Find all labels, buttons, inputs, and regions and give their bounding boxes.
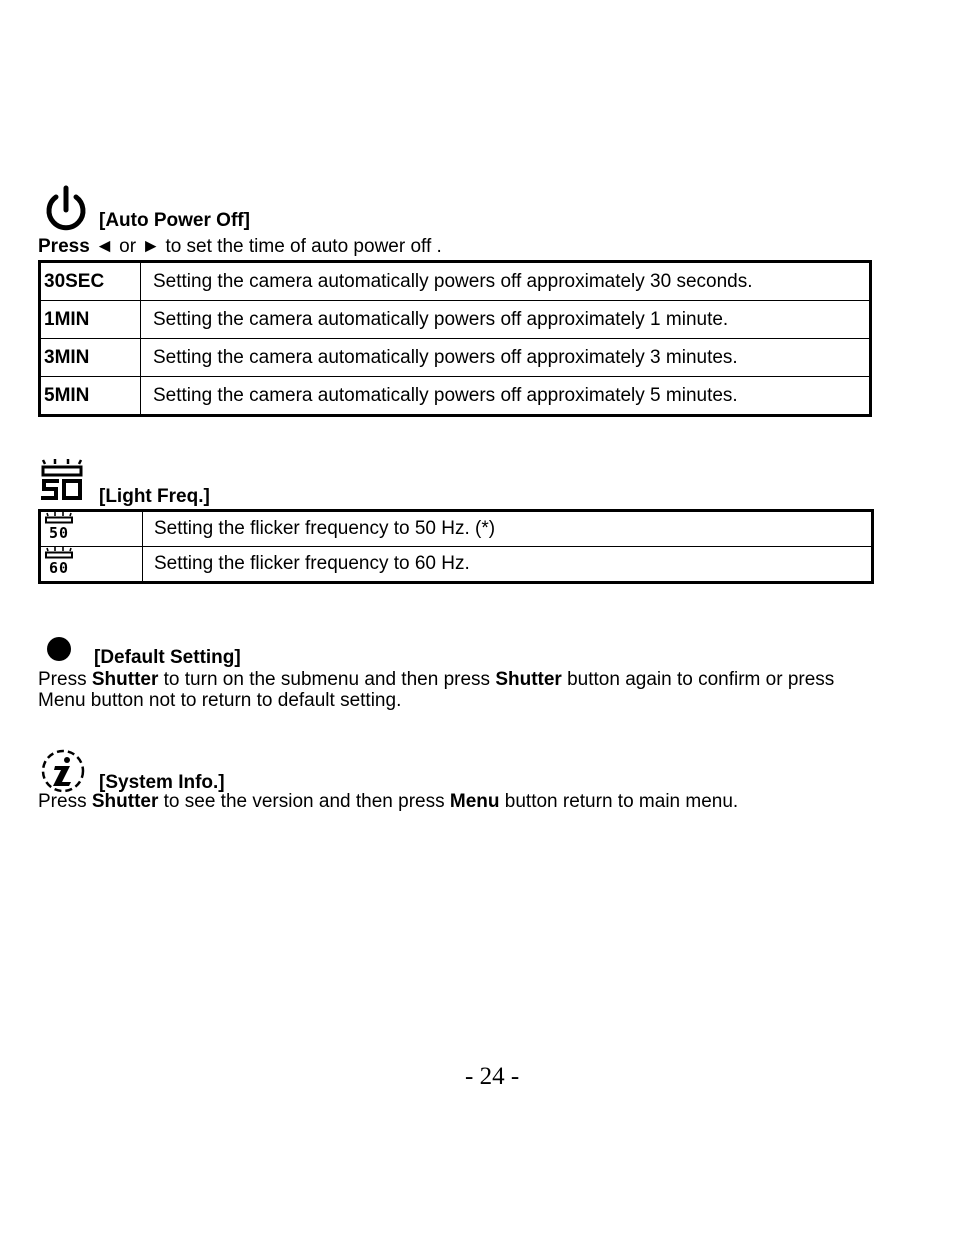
text-segment: to see the version and then press [163, 791, 445, 812]
shutter-keyword: Shutter [495, 669, 562, 690]
left-arrow-icon: ◄ [95, 236, 114, 257]
default-setting-heading: [Default Setting] [94, 647, 241, 668]
flicker-60hz-icon-text: 60 [48, 559, 70, 575]
instruction-rest: to set the time of auto power off . [165, 236, 442, 257]
flicker-60hz-icon [44, 547, 74, 581]
text-segment: Press [38, 669, 87, 690]
shutter-keyword: Shutter [91, 791, 159, 812]
option-description: Setting the camera automatically powers off approximately 5 minutes. [141, 377, 871, 416]
table-row [40, 262, 871, 301]
text-segment: button return to main menu. [504, 791, 739, 812]
auto-power-off-heading: [Auto Power Off] [99, 210, 250, 231]
option-key: 30SEC [40, 262, 141, 301]
right-arrow-icon: ► [141, 236, 161, 257]
press-word: Press [38, 236, 90, 257]
text-segment: button again to confirm or press [567, 669, 835, 690]
text-segment: to turn on the submenu and then press [163, 669, 491, 690]
info-icon [40, 748, 86, 794]
option-description: Setting the camera automatically powers off approximately 1 minute. [141, 301, 871, 339]
text-segment: Press [38, 791, 87, 812]
page-number: - 24 - [465, 1063, 520, 1090]
option-key: 5MIN [40, 377, 141, 416]
flicker-50hz-cell [40, 511, 143, 547]
table-row [40, 301, 871, 339]
option-key: 1MIN [40, 301, 141, 339]
flicker-50hz-icon [40, 458, 84, 502]
flicker-50hz-icon [44, 512, 74, 546]
system-info-line [38, 791, 738, 812]
option-description: Setting the flicker frequency to 60 Hz. [143, 547, 873, 583]
light-freq-table [38, 509, 874, 584]
or-word: or [119, 236, 137, 257]
table-row [40, 511, 873, 547]
option-description: Setting the camera automatically powers off approximately 3 minutes. [141, 339, 871, 377]
default-setting-line-1 [38, 669, 834, 690]
option-description: Setting the camera automatically powers off approximately 30 seconds. [141, 262, 871, 301]
power-icon [43, 184, 89, 234]
light-freq-heading: [Light Freq.] [99, 486, 210, 507]
auto-power-off-table [38, 260, 872, 417]
default-setting-line-2: Menu button not to return to default setting. [38, 690, 402, 711]
option-key: 3MIN [40, 339, 141, 377]
table-row [40, 377, 871, 416]
flicker-60hz-cell [40, 547, 143, 583]
option-description: Setting the flicker frequency to 50 Hz. (*) [143, 511, 873, 547]
filled-circle-icon [45, 635, 73, 663]
flicker-50hz-icon-text: 50 [48, 524, 70, 540]
table-row [40, 339, 871, 377]
system-info-heading: [System Info.] [99, 772, 225, 793]
auto-power-off-instruction [38, 236, 442, 257]
shutter-keyword: Shutter [91, 669, 159, 690]
menu-keyword: Menu [449, 791, 500, 812]
table-row [40, 547, 873, 583]
